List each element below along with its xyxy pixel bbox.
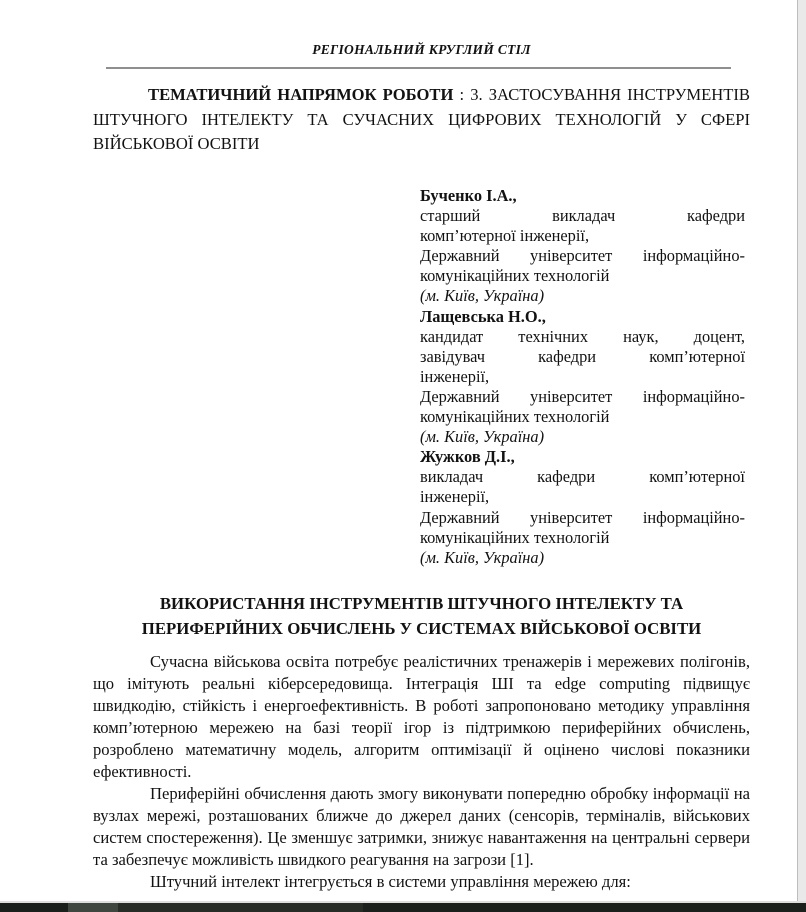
author-affiliation-line: викладач кафедри комп’ютерної	[420, 467, 745, 487]
author-entry	[420, 307, 745, 448]
author-affiliation-line: Державний університет інформаційно-	[420, 507, 745, 527]
author-affiliation-line: комунікаційних технологій	[420, 266, 610, 286]
author-name: Лащевська Н.О.,	[420, 306, 546, 326]
author-entry	[420, 186, 745, 307]
author-entry	[420, 447, 745, 568]
author-affiliation-line: комунікаційних технологій	[420, 527, 610, 547]
taskbar-strip[interactable]	[0, 903, 806, 912]
paragraph: Периферійні обчислення дають змогу виконувати попередню обробку інформації на вузлах мережі, розташованих ближче до джерел даних (сенсорів, терміналів, військових систем спостереження). Це зменшує затримки, знижує навантаження на центральні сервери та забезпечує можливість швидкого реагування на загрози [1].	[93, 784, 750, 869]
paragraph: Сучасна військова освіта потребує реалістичних тренажерів і мережевих полігонів, що імітують реальні кіберсередовища. Інтеграція ШІ та edge computing підвищує швидкодію, стійкість і енергоефективність. В роботі запропоновано методику управління комп’ютерною мережею на базі теорії ігор із підтримкою периферійних обчислень, розроблено математичну модель, алгоритм оптимізації й оцінено числові показники ефективності.	[93, 652, 750, 781]
thematic-direction-label: ТЕМАТИЧНИЙ НАПРЯМОК РОБОТИ	[148, 85, 454, 104]
author-affiliation-line: завідувач кафедри комп’ютерної	[420, 346, 745, 366]
author-name: Жужков Д.І.,	[420, 447, 515, 467]
author-location: (м. Київ, Україна)	[420, 547, 545, 567]
running-header: РЕГІОНАЛЬНИЙ КРУГЛИЙ СТІЛ	[312, 42, 531, 57]
paragraph: Штучний інтелект інтегрується в системи управління мережею для:	[150, 872, 631, 891]
taskbar-segment	[0, 903, 68, 912]
abstract-body	[93, 651, 750, 893]
thematic-direction-text: : 3. ЗАСТОСУВАННЯ ІНСТРУМЕНТІВ ШТУЧНОГО ІНТЕЛЕКТУ ТА СУЧАСНИХ ЦИФРОВИХ ТЕХНОЛОГІЙ У СФЕРІ ВІЙСЬКОВОЇ ОСВІТИ	[93, 85, 750, 154]
author-affiliation-line: комп’ютерної інженерії,	[420, 226, 590, 246]
author-affiliation-line: інженерії,	[420, 366, 490, 386]
author-location: (м. Київ, Україна)	[420, 427, 545, 447]
taskbar-segment	[363, 903, 806, 912]
author-affiliation-line: комунікаційних технологій	[420, 407, 610, 427]
header-rule-divider	[106, 67, 731, 69]
author-name: Бученко І.А.,	[420, 186, 517, 205]
author-location: (м. Київ, Україна)	[420, 286, 545, 306]
author-affiliation-line: старший викладач кафедри	[420, 206, 745, 226]
authors-block	[420, 186, 745, 568]
author-affiliation-line: Державний університет інформаційно-	[420, 386, 745, 406]
taskbar-segment	[118, 903, 363, 912]
author-affiliation-line: Державний університет інформаційно-	[420, 246, 745, 266]
page-right-gutter	[797, 0, 806, 901]
thematic-direction-paragraph	[93, 83, 750, 157]
author-affiliation-line: кандидат технічних наук, доцент,	[420, 326, 745, 346]
taskbar-segment	[68, 903, 118, 912]
paper-title: ВИКОРИСТАННЯ ІНСТРУМЕНТІВ ШТУЧНОГО ІНТЕЛЕКТУ ТА ПЕРИФЕРІЙНИХ ОБЧИСЛЕНЬ У СИСТЕМАХ ВІЙСЬКОВОЇ ОСВІТИ	[141, 594, 702, 638]
author-affiliation-line: інженерії,	[420, 487, 490, 507]
